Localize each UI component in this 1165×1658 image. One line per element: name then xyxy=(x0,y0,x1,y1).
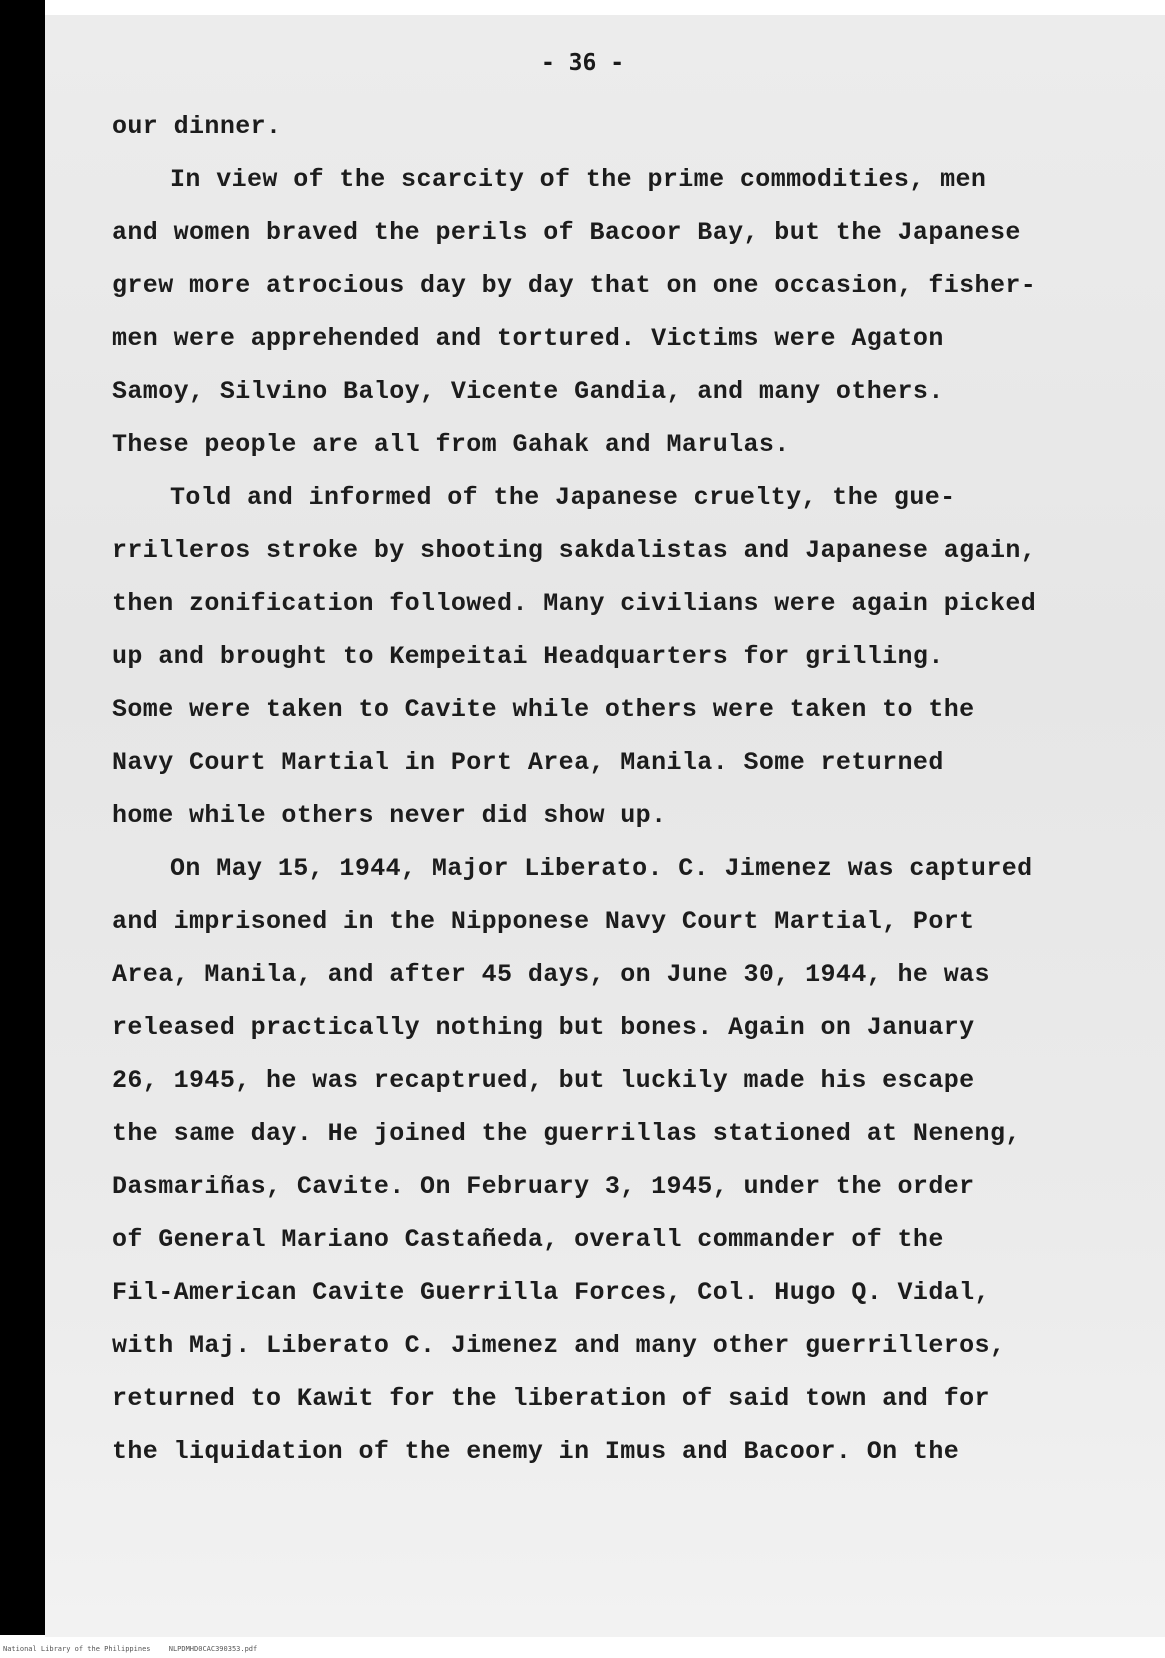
text-line: and imprisoned in the Nipponese Navy Court Martial, Port xyxy=(112,907,975,936)
text-line: of General Mariano Castañeda, overall commander of the xyxy=(112,1225,944,1254)
text-line: Told and informed of the Japanese cruelty, the gue- xyxy=(170,483,956,512)
page-number: - 36 - xyxy=(540,50,625,76)
text-line: Fil-American Cavite Guerrilla Forces, Col. Hugo Q. Vidal, xyxy=(112,1278,990,1307)
text-line: Some were taken to Cavite while others were taken to the xyxy=(112,695,975,724)
text-line: Dasmariñas, Cavite. On February 3, 1945, under the order xyxy=(112,1172,975,1201)
footer-file: NLPDMHD0CAC390353.pdf xyxy=(168,1645,258,1653)
text-line: rrilleros stroke by shooting sakdalistas and Japanese again, xyxy=(112,536,1037,565)
text-line: with Maj. Liberato C. Jimenez and many other guerrilleros, xyxy=(112,1331,1006,1360)
text-line: grew more atrocious day by day that on one occasion, fisher- xyxy=(112,271,1037,300)
body-text xyxy=(112,100,1102,1478)
text-line: up and brought to Kempeitai Headquarters for grilling. xyxy=(112,642,944,671)
text-line: the same day. He joined the guerrillas stationed at Neneng, xyxy=(112,1119,1021,1148)
text-line: men were apprehended and tortured. Victims were Agaton xyxy=(112,324,944,353)
text-line: On May 15, 1944, Major Liberato. C. Jimenez was captured xyxy=(170,854,1033,883)
scan-binding-edge xyxy=(0,0,45,1635)
footer-source: National Library of the Philippines xyxy=(3,1645,151,1653)
text-line: Samoy, Silvino Baloy, Vicente Gandia, and many others. xyxy=(112,377,944,406)
text-line: our dinner. xyxy=(112,112,282,141)
text-line: Area, Manila, and after 45 days, on June 30, 1944, he was xyxy=(112,960,990,989)
text-line: returned to Kawit for the liberation of said town and for xyxy=(112,1384,990,1413)
text-line: then zonification followed. Many civilians were again picked xyxy=(112,589,1037,618)
text-line: In view of the scarcity of the prime commodities, men xyxy=(170,165,987,194)
scan-footer xyxy=(3,1645,257,1653)
text-line: 26, 1945, he was recaptrued, but luckily made his escape xyxy=(112,1066,975,1095)
text-line: the liquidation of the enemy in Imus and Bacoor. On the xyxy=(112,1437,960,1466)
text-line: and women braved the perils of Bacoor Bay, but the Japanese xyxy=(112,218,1021,247)
text-line: home while others never did show up. xyxy=(112,801,667,830)
text-line: Navy Court Martial in Port Area, Manila. Some returned xyxy=(112,748,944,777)
text-line: released practically nothing but bones. Again on January xyxy=(112,1013,975,1042)
text-line: These people are all from Gahak and Marulas. xyxy=(112,430,790,459)
